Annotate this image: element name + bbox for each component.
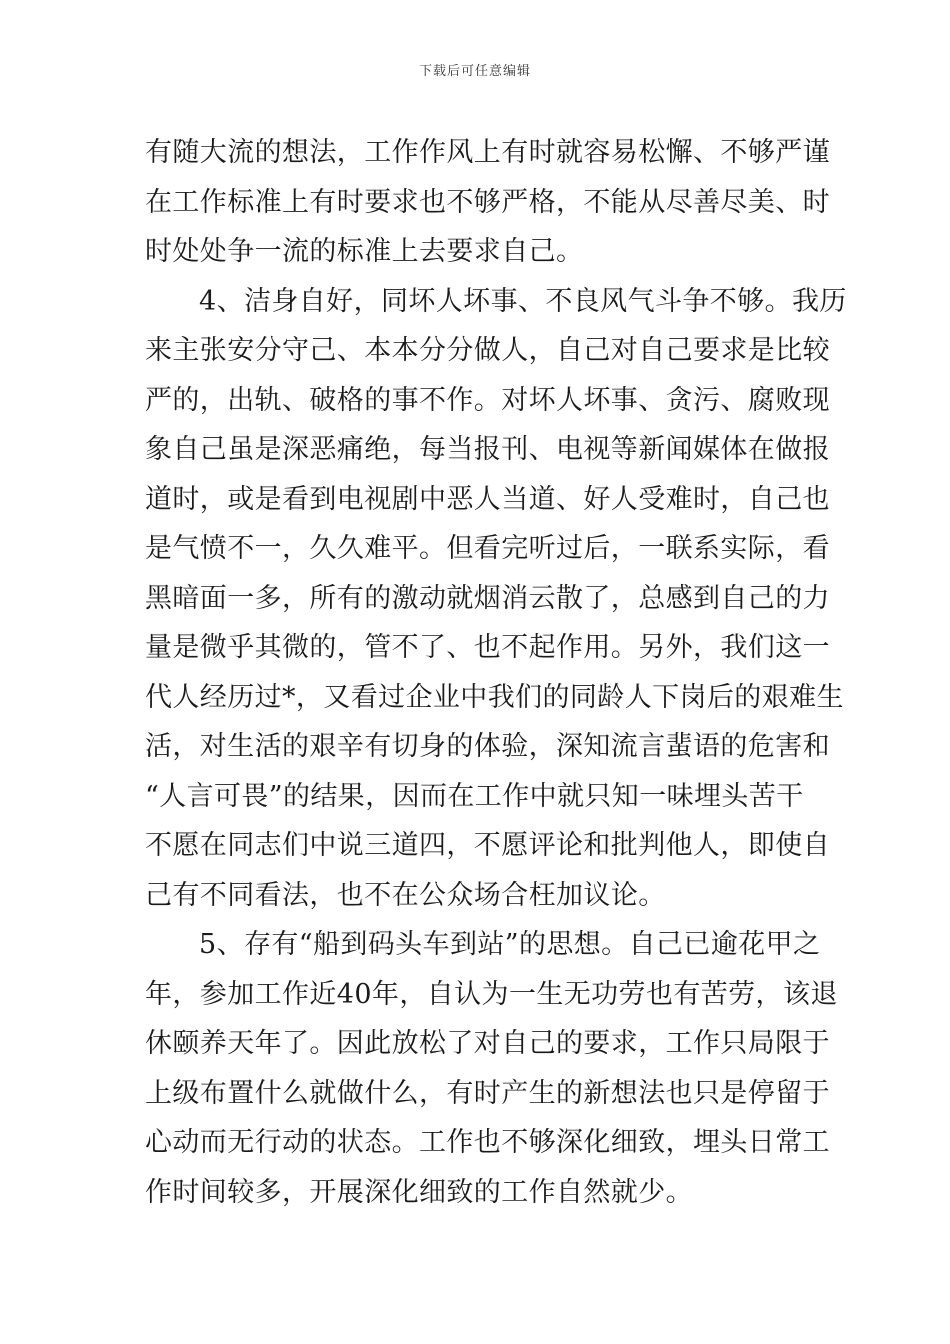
text-line: 道时，或是看到电视剧中恶人当道、好人受难时，自己也	[145, 483, 830, 515]
paragraph-start-line: 4、洁身自好，同坏人坏事、不良风气斗争不够。我历	[199, 285, 847, 317]
text-line: 代人经历过*，又看过企业中我们的同龄人下岗后的艰难生	[145, 681, 844, 713]
paragraph-start-line: 5、存有“船到码头车到站”的思想。自己已逾花甲之	[199, 929, 821, 960]
text-line: 心动而无行动的状态。工作也不够深化细致，埋头日常工	[145, 1127, 830, 1158]
text-line: 活，对生活的艰辛有切身的体验，深知流言蜚语的危害和	[145, 731, 830, 762]
text-line: 严的，出轨、破格的事不作。对坏人坏事、贪污、腐败现	[145, 384, 830, 416]
page-header: 下载后可任意编辑	[418, 64, 531, 79]
text-line: 象自己虽是深恶痛绝，每当报刊、电视等新闻媒体在做报	[145, 434, 830, 465]
text-line: 休颐养天年了。因此放松了对自己的要求，工作只局限于	[145, 1028, 830, 1059]
text-line: 来主张安分守己、本本分分做人，自己对自己要求是比较	[145, 335, 830, 366]
text-line: 黑暗面一多，所有的激动就烟消云散了，总感到自己的力	[145, 582, 830, 614]
text-line: 是气愤不一，久久难平。但看完听过后，一联系实际，看	[145, 533, 830, 564]
text-line: 在工作标准上有时要求也不够严格，不能从尽善尽美、时	[145, 186, 830, 218]
text-line: 不愿在同志们中说三道四，不愿评论和批判他人，即使自	[145, 830, 830, 861]
text-line: 有随大流的想法，工作作风上有时就容易松懈、不够严谨	[145, 137, 830, 168]
text-line: 作时间较多，开展深化细致的工作自然就少。	[145, 1176, 693, 1208]
text-line: 己有不同看法，也不在公众场合枉加议论。	[145, 879, 666, 911]
text-line: 上级布置什么就做什么，有时产生的新想法也只是停留于	[145, 1077, 830, 1109]
text-line: 年，参加工作近40年，自认为一生无功劳也有苦劳，该退	[145, 978, 838, 1010]
document-body	[145, 128, 847, 1217]
text-line: 时处处争一流的标准上去要求自己。	[145, 236, 584, 267]
text-line: 量是微乎其微的，管不了、也不起作用。另外，我们这一	[145, 632, 830, 663]
text-line: “人言可畏”的结果，因而在工作中就只知一味埋头苦干	[145, 780, 804, 812]
